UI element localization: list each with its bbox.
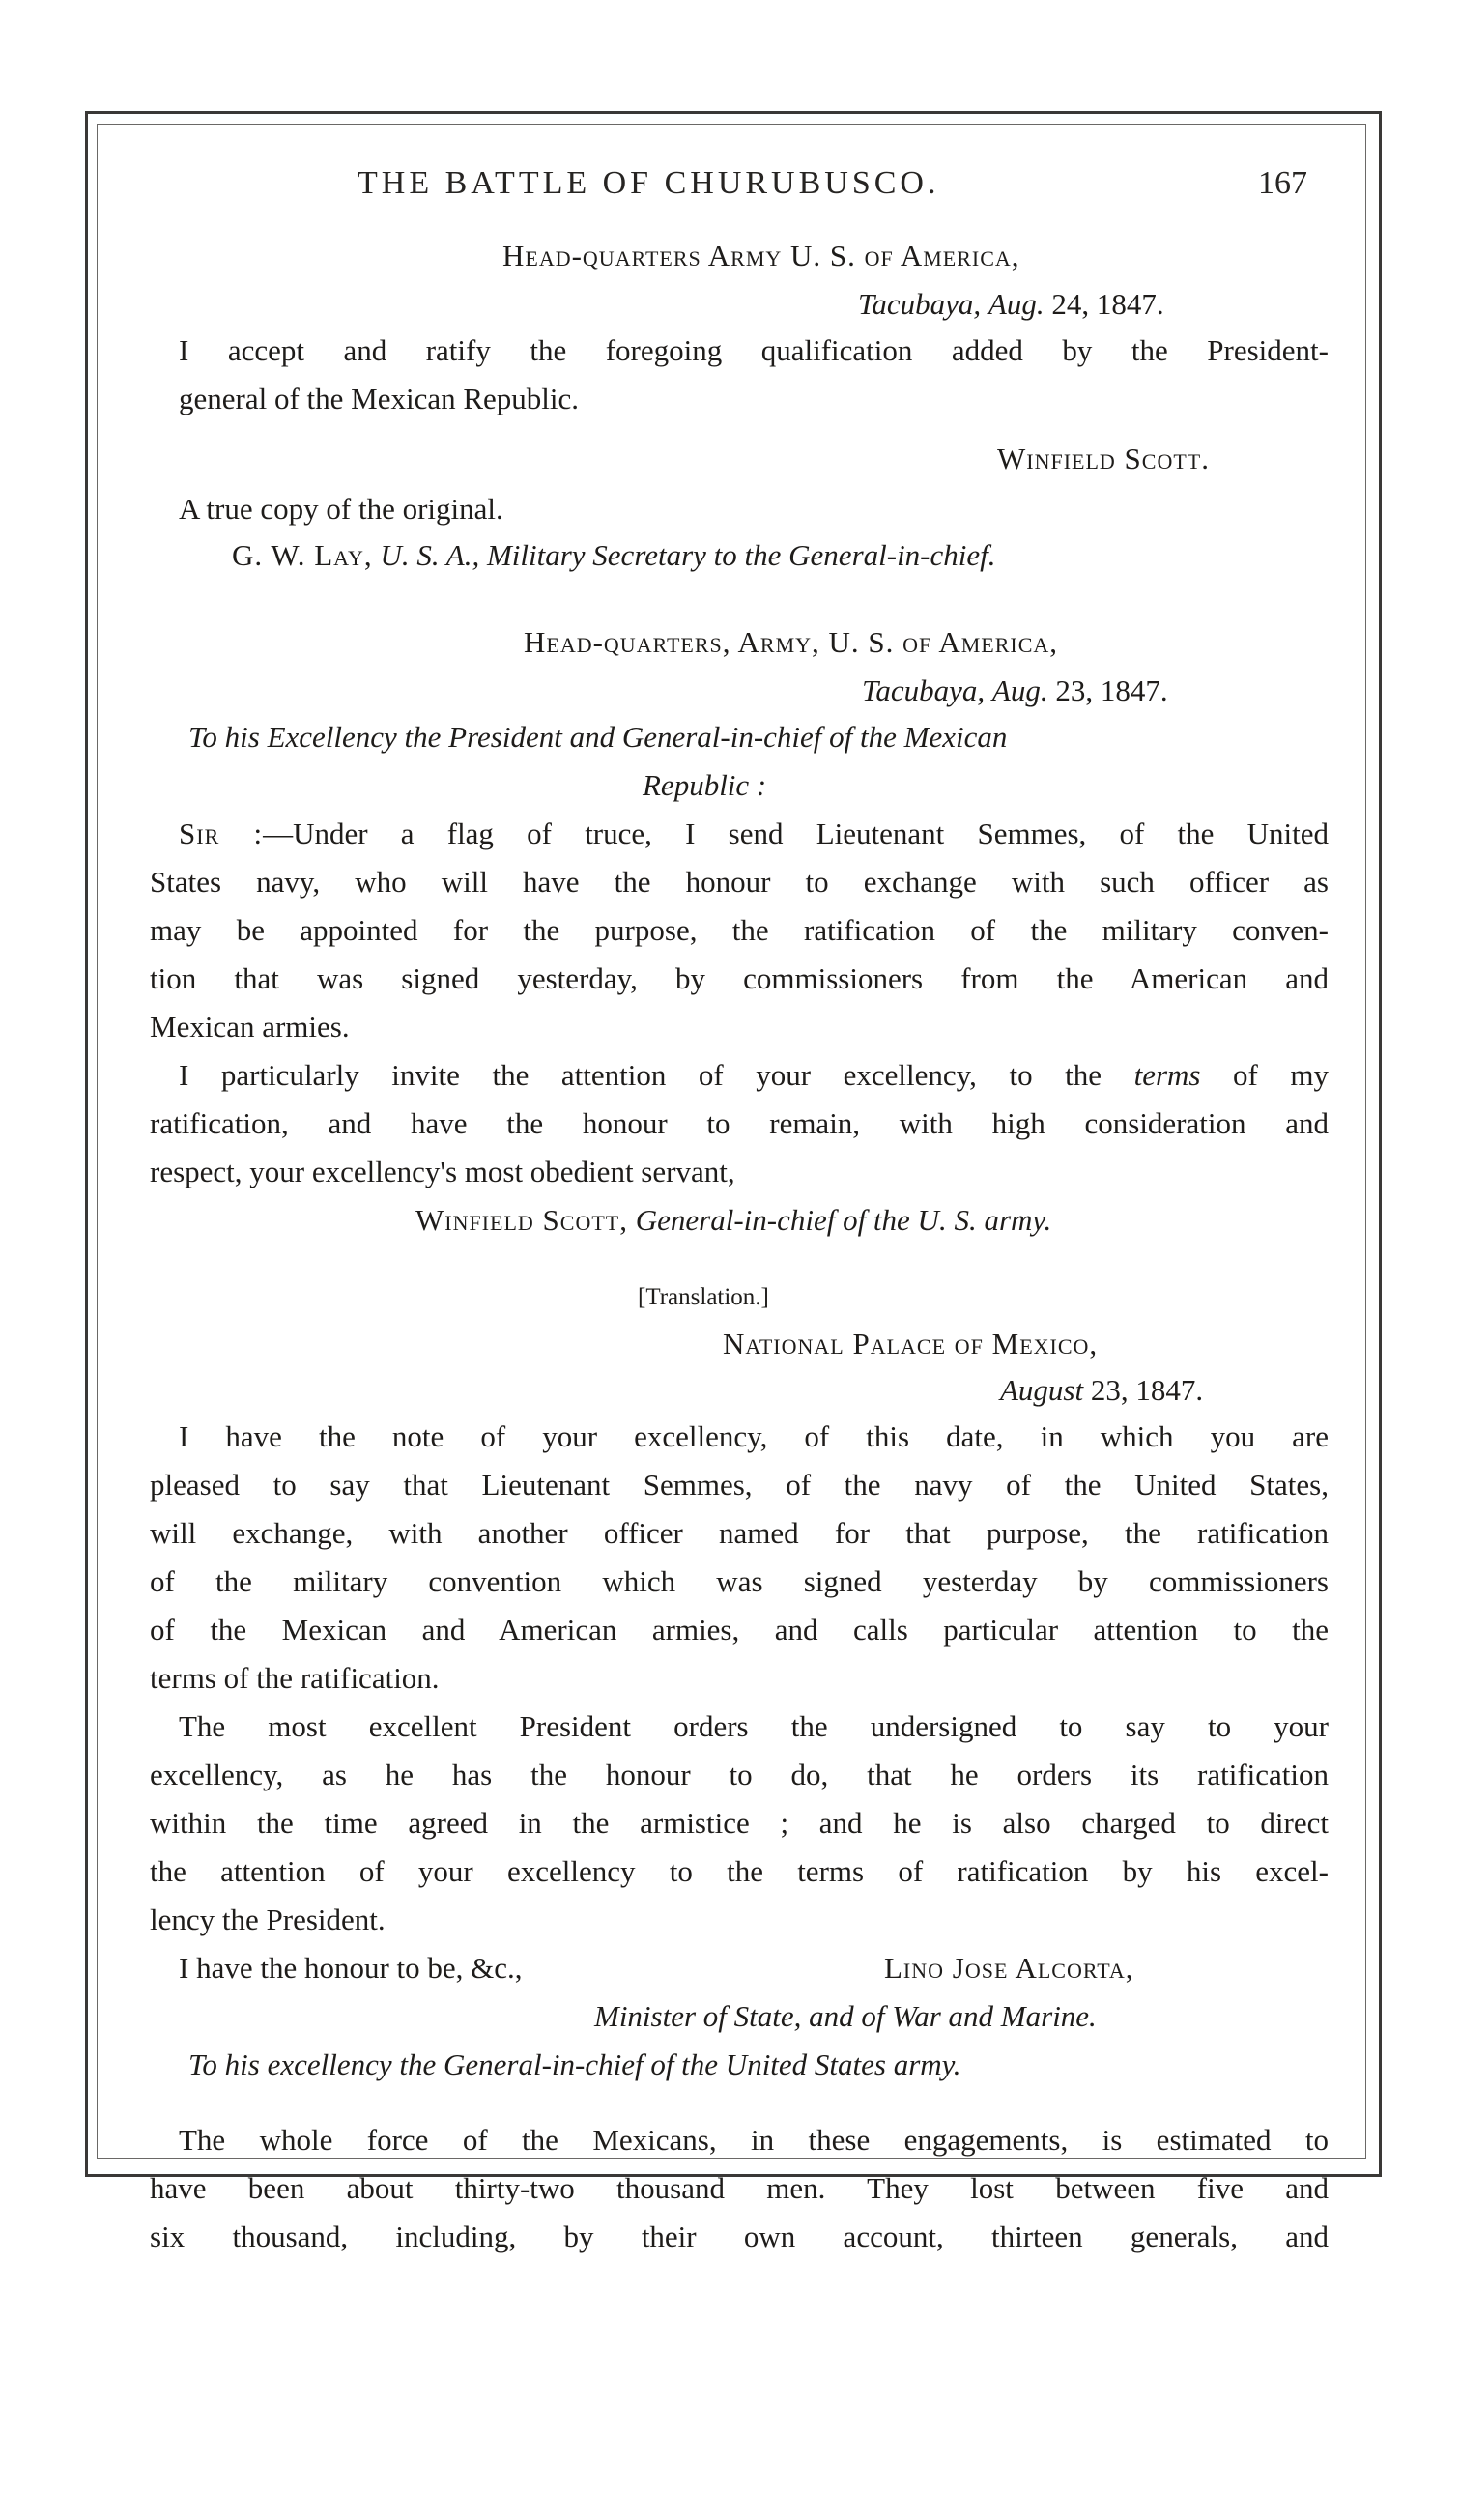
letter3-paragraph-line: lency the President. xyxy=(150,1903,386,1936)
narrative-line: The whole force of the Mexicans, in these engagements, is estimated to xyxy=(179,2123,1329,2157)
letter2-paragraph-line: tion that was signed yesterday, by commissioners from the American and xyxy=(150,961,1329,995)
letter3-paragraph-line: terms of the ratification. xyxy=(150,1661,440,1695)
page-number: 167 xyxy=(1258,165,1307,201)
letter3-closing: I have the honour to be, &c., xyxy=(179,1951,523,1985)
letter2-dateline: Tacubaya, Aug. 23, 1847. xyxy=(862,673,1168,707)
letter3-paragraph-line: of the Mexican and American armies, and calls particular attention to the xyxy=(150,1613,1329,1647)
letter1-dateline: Tacubaya, Aug. 24, 1847. xyxy=(858,287,1164,321)
letter3-paragraph-line: I have the note of your excellency, of this date, in which you are xyxy=(179,1419,1329,1453)
letter2-paragraph-line: States navy, who will have the honour to exchange with such officer as xyxy=(150,865,1329,899)
letter2-address: To his Excellency the President and General-in-chief of the Mexican xyxy=(188,720,1008,754)
translation-note: [Translation.] xyxy=(638,1284,769,1310)
letter3-signature: Lino Jose Alcorta, xyxy=(884,1951,1134,1985)
letter3-paragraph-line: The most excellent President orders the undersigned to say to your xyxy=(179,1709,1329,1743)
letter3-paragraph-line: of the military convention which was signed yesterday by commissioners xyxy=(150,1564,1329,1598)
letter3-heading: National Palace of Mexico, xyxy=(723,1327,1099,1360)
letter2-paragraph-line: may be appointed for the purpose, the ratification of the military conven- xyxy=(150,913,1329,947)
letter2-heading: Head-quarters, Army, U. S. of America, xyxy=(524,625,1059,659)
letter3-paragraph-line: pleased to say that Lieutenant Semmes, of the navy of the United States, xyxy=(150,1468,1329,1502)
letter3-paragraph-line: the attention of your excellency to the terms of ratification by his excel- xyxy=(150,1854,1329,1888)
letter2-paragraph-line: ratification, and have the honour to remain, with high consideration and xyxy=(150,1106,1329,1140)
letter3-paragraph-line: within the time agreed in the armistice ; and he is also charged to direct xyxy=(150,1806,1329,1840)
letter1-signature: Winfield Scott. xyxy=(997,442,1210,475)
letter2-paragraph-line: Mexican armies. xyxy=(150,1010,350,1044)
letter3-paragraph-line: will exchange, with another officer named for that purpose, the ratification xyxy=(150,1516,1329,1550)
letter2-paragraph-line: Sir :—Under a flag of truce, I send Lieutenant Semmes, of the United xyxy=(179,816,1329,850)
running-title: THE BATTLE OF CHURUBUSCO. xyxy=(358,165,940,201)
letter2-address: Republic : xyxy=(643,768,767,802)
letter3-signature-title: Minister of State, and of War and Marine. xyxy=(594,1999,1097,2033)
letter1-copy-attestation: G. W. Lay, U. S. A., Military Secretary to the General-in-chief. xyxy=(232,538,996,572)
letter1-body-line: general of the Mexican Republic. xyxy=(179,382,580,415)
letter1-heading: Head-quarters Army U. S. of America, xyxy=(502,239,1020,272)
narrative-line: have been about thirty-two thousand men. They lost between five and xyxy=(150,2171,1329,2205)
letter2-paragraph-line: respect, your excellency's most obedient servant, xyxy=(150,1155,735,1188)
letter3-dateline: August 23, 1847. xyxy=(1000,1373,1204,1407)
letter3-address: To his excellency the General-in-chief of the United States army. xyxy=(188,2048,961,2081)
letter2-paragraph-line: I particularly invite the attention of your excellency, to the terms of my xyxy=(179,1058,1330,1092)
letter1-copy-note: A true copy of the original. xyxy=(179,492,503,526)
narrative-line: six thousand, including, by their own account, thirteen generals, and xyxy=(150,2219,1329,2253)
letter3-paragraph-line: excellency, as he has the honour to do, that he orders its ratification xyxy=(150,1758,1329,1791)
letter2-signature: Winfield Scott, General-in-chief of the U. S. army. xyxy=(415,1203,1052,1237)
letter1-body-line: I accept and ratify the foregoing qualification added by the President- xyxy=(179,333,1329,367)
